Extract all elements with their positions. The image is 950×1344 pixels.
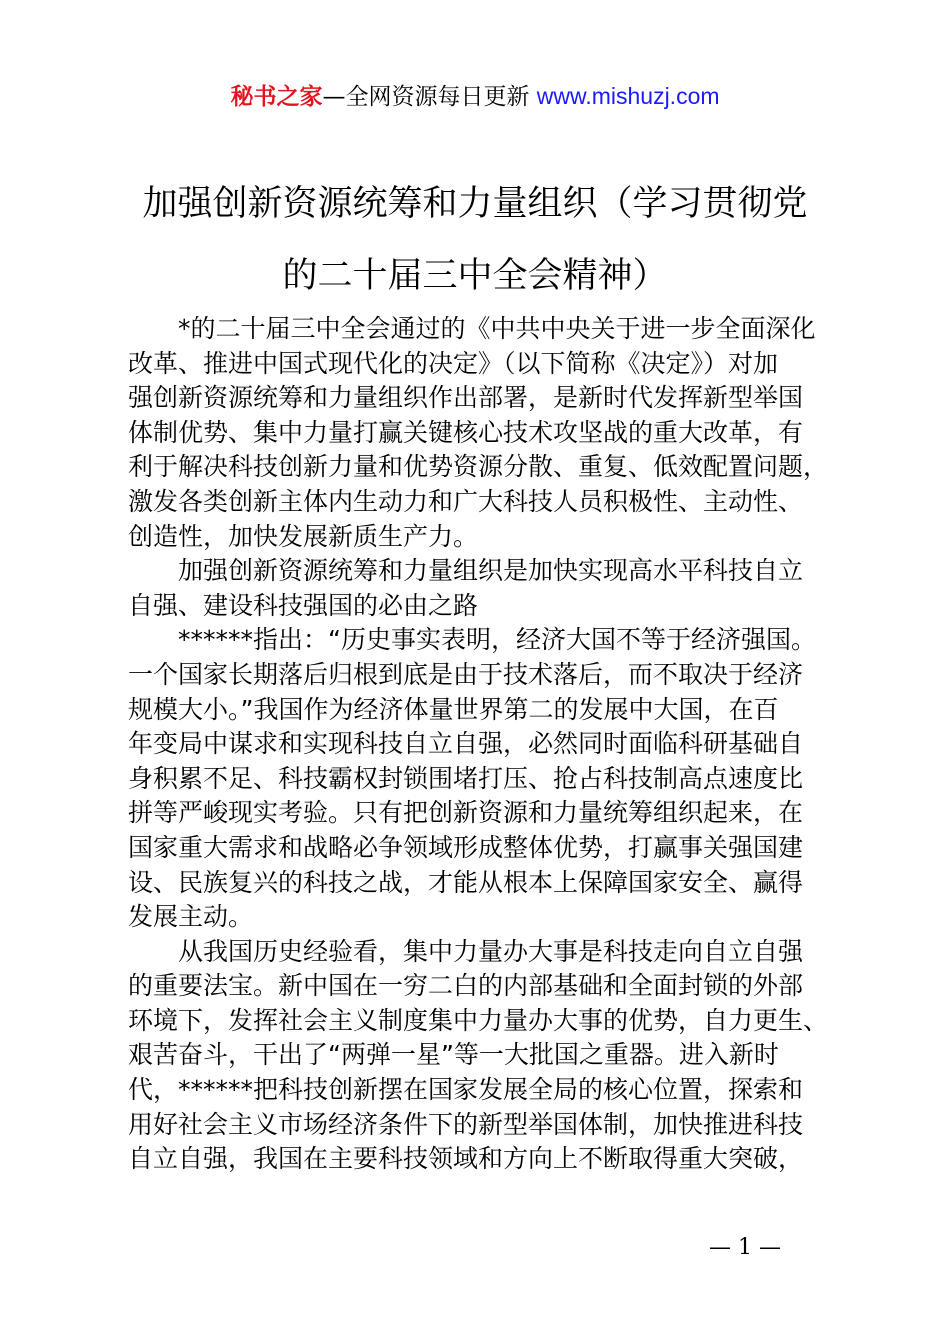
text-line: 环境下，发挥社会主义制度集中力量办大事的优势，自力更生、 xyxy=(128,1005,829,1035)
title-line-1: 加强创新资源统筹和力量组织（学习贯彻党 xyxy=(142,184,808,224)
text-line: 艰苦奋斗，干出了“两弹一星”等一大批国之重器。进入新时 xyxy=(128,1040,779,1070)
text-line: 从我国历史经验看，集中力量办大事是科技走向自立自强 xyxy=(178,936,804,966)
text-line: 体制优势、集中力量打赢关键核心技术攻坚战的重大改革，有 xyxy=(128,417,804,447)
text-line: ******指出：“历史事实表明，经济大国不等于经济强国。 xyxy=(178,625,816,655)
text-line: 拼等严峻现实考验。只有把创新资源和力量统筹组织起来，在 xyxy=(128,798,804,828)
text-line: 改革、推进中国式现代化的决定》（以下简称《决定》）对加 xyxy=(128,348,779,378)
title-line-2: 的二十届三中全会精神） xyxy=(282,256,668,296)
text-line: 发展主动。 xyxy=(128,902,254,932)
text-line: 一个国家长期落后归根到底是由于技术落后，而不取决于经济 xyxy=(128,659,804,689)
document-title xyxy=(0,183,950,297)
text-line: 利于解决科技创新力量和优势资源分散、重复、低效配置问题， xyxy=(128,452,829,482)
text-line: 激发各类创新主体内生动力和广大科技人员积极性、主动性、 xyxy=(128,486,804,516)
text-line: 国家重大需求和战略必争领域形成整体优势，打赢事关强国建 xyxy=(128,832,804,862)
header-tagline: —全网资源每日更新 xyxy=(322,84,537,110)
paragraph-1 xyxy=(128,312,832,554)
text-line: 用好社会主义市场经济条件下的新型举国体制，加快推进科技 xyxy=(128,1109,804,1139)
paragraph-4 xyxy=(128,935,832,1177)
text-line: 规模大小。”我国作为经济体量世界第二的发展中大国，在百 xyxy=(128,694,779,724)
paragraph-3 xyxy=(128,623,832,934)
text-line: 身积累不足、科技霸权封锁围堵打压、抢占科技制高点速度比 xyxy=(128,763,804,793)
brand-name: 秘书之家 xyxy=(230,84,323,110)
text-line: 代，******把科技创新摆在国家发展全局的核心位置，探索和 xyxy=(128,1075,804,1105)
text-line: 的重要法宝。新中国在一穷二白的内部基础和全面封锁的外部 xyxy=(128,971,804,1001)
page-number: — 1 — xyxy=(709,1235,781,1260)
text-line: 年变局中谋求和实现科技自立自强，必然同时面临科研基础自 xyxy=(128,729,804,759)
text-line: 创造性，加快发展新质生产力。 xyxy=(128,521,479,551)
document-body xyxy=(128,312,832,1177)
text-line: 加强创新资源统筹和力量组织是加快实现高水平科技自立 xyxy=(178,556,804,586)
text-line: 强创新资源统筹和力量组织作出部署，是新时代发挥新型举国 xyxy=(128,383,804,413)
paragraph-2-subheading xyxy=(128,554,832,623)
text-line: 自立自强，我国在主要科技领域和方向上不断取得重大突破， xyxy=(128,1144,804,1174)
text-line: 自强、建设科技强国的必由之路 xyxy=(128,590,479,620)
site-url-link[interactable]: www.mishuzj.com xyxy=(536,83,720,109)
text-line: *的二十届三中全会通过的《中共中央关于进一步全面深化 xyxy=(178,314,816,343)
site-header xyxy=(0,80,950,113)
text-line: 设、民族复兴的科技之战，才能从根本上保障国家安全、赢得 xyxy=(128,867,804,897)
